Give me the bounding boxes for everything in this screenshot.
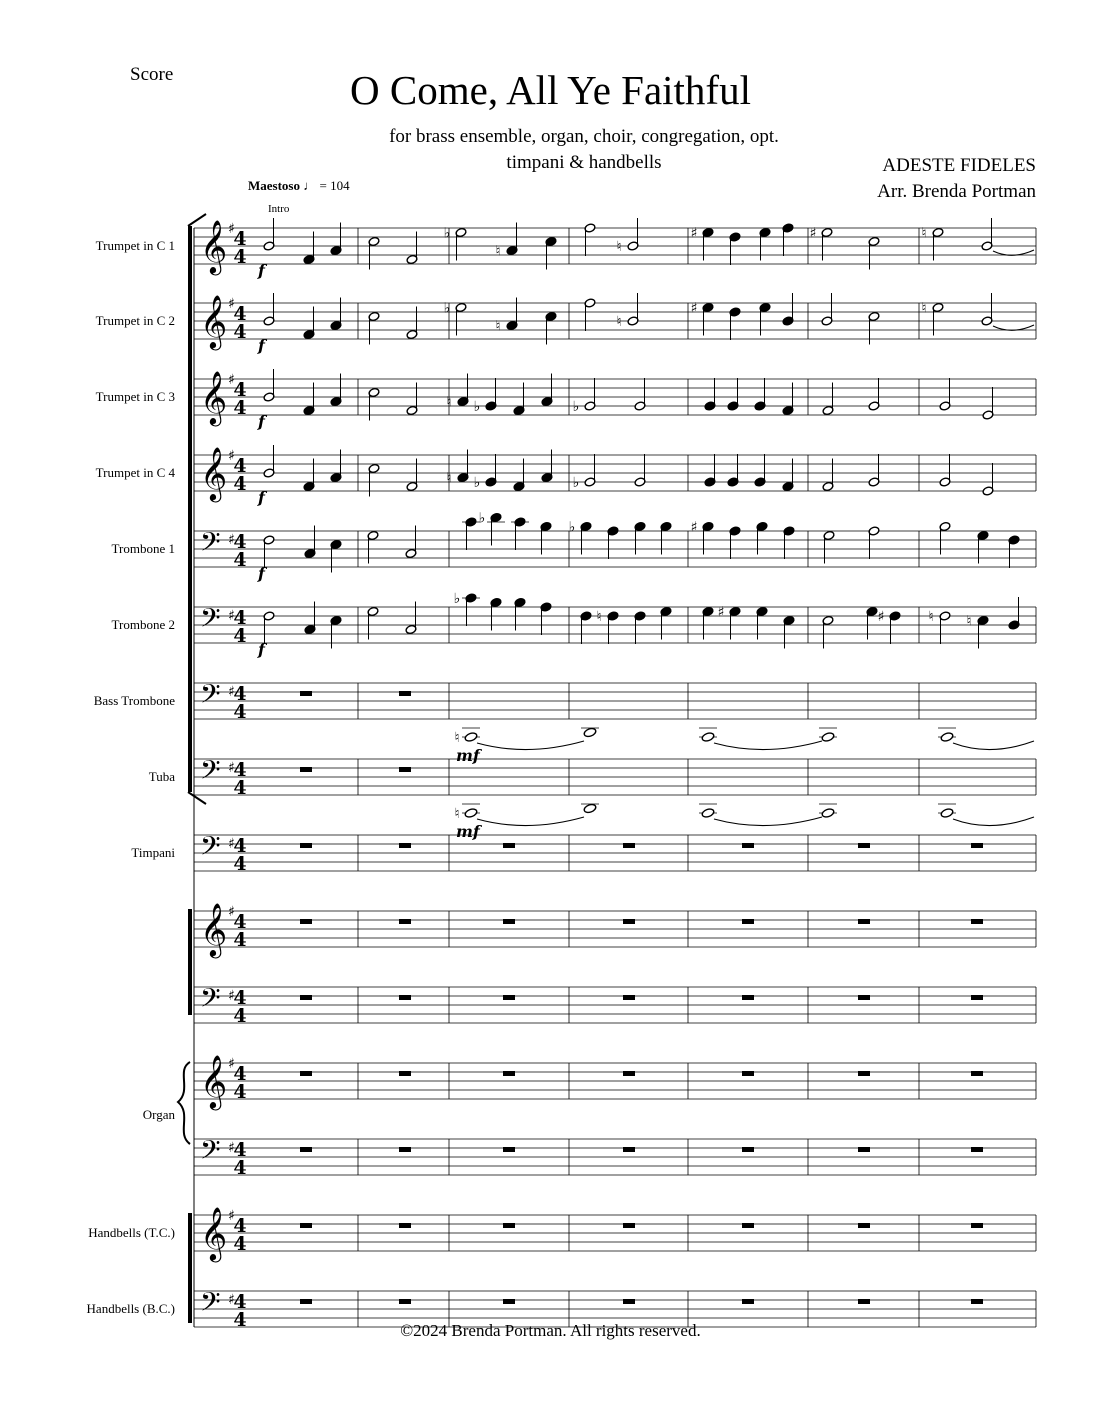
key-signature-sharp-icon: ♯ xyxy=(228,1056,235,1072)
flat-icon: ♭ xyxy=(473,475,481,491)
dynamic-marking: mf xyxy=(456,822,480,841)
bass-clef-icon: 𝄢 xyxy=(200,830,221,868)
treble-clef-icon: 𝄞 xyxy=(200,1206,228,1260)
bracket-hook xyxy=(188,792,206,804)
natural-icon: ♮ xyxy=(616,314,622,330)
instrument-label: Tuba xyxy=(148,769,175,784)
key-signature-sharp-icon: ♯ xyxy=(228,221,235,237)
natural-icon: ♮ xyxy=(446,470,452,487)
time-signature-denominator: 4 xyxy=(233,929,247,951)
time-signature-numerator: 4 xyxy=(233,1215,247,1237)
whole-rest-icon xyxy=(971,919,983,924)
time-signature-numerator: 4 xyxy=(233,455,247,477)
natural-icon: ♮ xyxy=(921,225,927,242)
whole-rest-icon xyxy=(971,843,983,848)
dynamic-marking: f xyxy=(258,261,265,280)
tie xyxy=(993,250,1034,255)
flat-icon: ♭ xyxy=(568,519,576,536)
natural-icon: ♮ xyxy=(495,318,501,335)
time-signature-numerator: 4 xyxy=(233,228,247,250)
natural-icon: ♮ xyxy=(928,609,934,625)
whole-note xyxy=(821,808,835,819)
whole-rest-icon xyxy=(300,1071,312,1076)
flat-icon: ♭ xyxy=(572,399,580,415)
instrument-label: Trombone 1 xyxy=(111,541,175,556)
natural-icon: ♮ xyxy=(616,239,622,255)
instrument-label: Bass Trombone xyxy=(93,693,175,708)
whole-rest-icon xyxy=(742,1071,754,1076)
key-signature-sharp-icon: ♯ xyxy=(228,760,235,776)
time-signature-denominator: 4 xyxy=(233,397,247,419)
key-signature-sharp-icon: ♯ xyxy=(228,1292,235,1308)
whole-rest-icon xyxy=(300,1223,312,1228)
whole-rest-icon xyxy=(399,1299,411,1304)
instrument-label: Handbells (T.C.) xyxy=(88,1225,175,1240)
flat-icon: ♭ xyxy=(572,475,580,491)
instrument-label: Organ xyxy=(142,1107,175,1122)
instrument-label: Trumpet in C 4 xyxy=(95,465,175,480)
tie xyxy=(714,817,822,826)
bass-clef-icon: 𝄢 xyxy=(200,982,221,1020)
key-signature-sharp-icon: ♯ xyxy=(228,532,235,548)
treble-clef-icon: 𝄞 xyxy=(200,370,228,424)
sharp-icon: ♯ xyxy=(690,519,698,536)
sharp-icon: ♯ xyxy=(877,609,885,625)
tie xyxy=(477,817,584,826)
time-signature-denominator: 4 xyxy=(233,1081,247,1103)
time-signature-denominator: 4 xyxy=(233,246,247,268)
instrument-label: Trumpet in C 1 xyxy=(95,238,175,253)
whole-rest-icon xyxy=(742,1299,754,1304)
arranger: Arr. Brenda Portman xyxy=(877,181,1036,202)
key-signature-sharp-icon: ♯ xyxy=(228,448,235,464)
treble-clef-icon: 𝄞 xyxy=(200,1054,228,1108)
flat-icon: ♭ xyxy=(443,225,451,242)
flat-icon: ♭ xyxy=(443,300,451,317)
time-signature-numerator: 4 xyxy=(233,759,247,781)
whole-rest-icon xyxy=(742,919,754,924)
flat-icon: ♭ xyxy=(478,510,486,527)
whole-rest-icon xyxy=(971,1223,983,1228)
whole-rest-icon xyxy=(503,1147,515,1152)
whole-rest-icon xyxy=(858,843,870,848)
whole-note xyxy=(821,732,835,743)
flat-icon: ♭ xyxy=(453,591,461,607)
time-signature-numerator: 4 xyxy=(233,987,247,1009)
key-signature-sharp-icon: ♯ xyxy=(228,904,235,920)
instrument-label: Handbells (B.C.) xyxy=(86,1301,175,1316)
whole-note xyxy=(940,808,954,819)
tie xyxy=(953,817,1034,826)
natural-icon: ♮ xyxy=(921,300,927,317)
sharp-icon: ♯ xyxy=(690,225,698,242)
whole-note xyxy=(701,732,715,743)
whole-rest-icon xyxy=(858,1223,870,1228)
whole-note xyxy=(583,803,597,814)
whole-note xyxy=(464,808,478,819)
whole-rest-icon xyxy=(503,995,515,1000)
subtitle: for brass ensemble, organ, choir, congregation, opt. timpani & handbells xyxy=(389,126,779,173)
whole-rest-icon xyxy=(742,843,754,848)
instrument-label: Timpani xyxy=(131,845,175,860)
whole-rest-icon xyxy=(300,1147,312,1152)
time-signature-denominator: 4 xyxy=(233,473,247,495)
treble-clef-icon: 𝄞 xyxy=(200,446,228,500)
time-signature-denominator: 4 xyxy=(233,853,247,875)
whole-rest-icon xyxy=(300,1299,312,1304)
key-signature-sharp-icon: ♯ xyxy=(228,1140,235,1156)
whole-note xyxy=(464,732,478,743)
section-label: Intro xyxy=(268,203,290,215)
treble-clef-icon: 𝄞 xyxy=(200,902,228,956)
tune-name: ADESTE FIDELES xyxy=(882,155,1036,176)
instrument-label: Trumpet in C 3 xyxy=(95,389,175,404)
instrument-label: Trombone 2 xyxy=(111,617,175,632)
dynamic-marking: mf xyxy=(456,746,480,765)
time-signature-denominator: 4 xyxy=(233,1157,247,1179)
time-signature-denominator: 4 xyxy=(233,625,247,647)
whole-rest-icon xyxy=(858,919,870,924)
whole-rest-icon xyxy=(971,995,983,1000)
tempo-bpm: = 104 xyxy=(319,178,350,193)
whole-rest-icon xyxy=(623,919,635,924)
whole-rest-icon xyxy=(503,1299,515,1304)
instrument-label: Trumpet in C 2 xyxy=(95,313,175,328)
organ-brace xyxy=(178,1062,190,1144)
whole-rest-icon xyxy=(399,919,411,924)
whole-rest-icon xyxy=(623,1299,635,1304)
dynamic-marking: f xyxy=(258,336,265,355)
whole-rest-icon xyxy=(623,1223,635,1228)
treble-clef-icon: 𝄞 xyxy=(200,294,228,348)
whole-rest-icon xyxy=(503,1071,515,1076)
whole-rest-icon xyxy=(300,691,312,696)
whole-rest-icon xyxy=(503,919,515,924)
bass-clef-icon: 𝄢 xyxy=(200,526,221,564)
key-signature-sharp-icon: ♯ xyxy=(228,1208,235,1224)
key-signature-sharp-icon: ♯ xyxy=(228,836,235,852)
whole-rest-icon xyxy=(399,995,411,1000)
whole-rest-icon xyxy=(399,1071,411,1076)
dynamic-marking: f xyxy=(258,640,265,659)
time-signature-numerator: 4 xyxy=(233,683,247,705)
whole-rest-icon xyxy=(971,1299,983,1304)
tie xyxy=(953,741,1034,750)
bass-clef-icon: 𝄢 xyxy=(200,1134,221,1172)
tie xyxy=(714,741,822,750)
sharp-icon: ♯ xyxy=(809,225,817,242)
time-signature-denominator: 4 xyxy=(233,1309,247,1331)
copyright: ©2024 Brenda Portman. All rights reserved. xyxy=(400,1321,701,1340)
dynamic-marking: f xyxy=(258,564,265,583)
bass-clef-icon: 𝄢 xyxy=(200,602,221,640)
whole-rest-icon xyxy=(300,843,312,848)
whole-rest-icon xyxy=(399,691,411,696)
treble-clef-icon: 𝄞 xyxy=(200,219,228,273)
quarter-note-icon: ♩ xyxy=(303,178,317,193)
tempo-text: Maestoso xyxy=(248,178,300,193)
time-signature-denominator: 4 xyxy=(233,1005,247,1027)
whole-rest-icon xyxy=(971,1147,983,1152)
time-signature-denominator: 4 xyxy=(233,777,247,799)
tie xyxy=(477,741,584,750)
whole-note xyxy=(583,727,597,738)
whole-rest-icon xyxy=(399,843,411,848)
whole-rest-icon xyxy=(503,843,515,848)
whole-rest-icon xyxy=(623,995,635,1000)
time-signature-numerator: 4 xyxy=(233,607,247,629)
whole-rest-icon xyxy=(399,1223,411,1228)
key-signature-sharp-icon: ♯ xyxy=(228,608,235,624)
whole-rest-icon xyxy=(971,1071,983,1076)
natural-icon: ♮ xyxy=(454,806,460,822)
whole-rest-icon xyxy=(858,995,870,1000)
natural-icon: ♮ xyxy=(495,243,501,260)
bass-clef-icon: 𝄢 xyxy=(200,678,221,716)
whole-rest-icon xyxy=(858,1147,870,1152)
bass-clef-icon: 𝄢 xyxy=(200,1286,221,1324)
flat-icon: ♭ xyxy=(473,399,481,415)
sharp-icon: ♯ xyxy=(690,300,698,317)
natural-icon: ♮ xyxy=(446,394,452,411)
whole-rest-icon xyxy=(503,1223,515,1228)
whole-rest-icon xyxy=(300,995,312,1000)
choir-bracket xyxy=(188,909,192,1015)
score-label: Score xyxy=(130,64,174,85)
time-signature-numerator: 4 xyxy=(233,1291,247,1313)
bass-clef-icon: 𝄢 xyxy=(200,754,221,792)
whole-note xyxy=(701,808,715,819)
key-signature-sharp-icon: ♯ xyxy=(228,684,235,700)
time-signature-numerator: 4 xyxy=(233,1063,247,1085)
page-title: O Come, All Ye Faithful xyxy=(350,67,751,113)
whole-note xyxy=(940,732,954,743)
whole-rest-icon xyxy=(742,1147,754,1152)
dynamic-marking: f xyxy=(258,412,265,431)
whole-rest-icon xyxy=(858,1299,870,1304)
whole-rest-icon xyxy=(300,767,312,772)
time-signature-numerator: 4 xyxy=(233,1139,247,1161)
whole-rest-icon xyxy=(399,1147,411,1152)
whole-rest-icon xyxy=(623,1147,635,1152)
handbells-bracket xyxy=(188,1213,192,1323)
whole-rest-icon xyxy=(742,1223,754,1228)
whole-rest-icon xyxy=(300,919,312,924)
time-signature-numerator: 4 xyxy=(233,835,247,857)
time-signature-numerator: 4 xyxy=(233,379,247,401)
whole-rest-icon xyxy=(399,767,411,772)
whole-rest-icon xyxy=(623,843,635,848)
sharp-icon: ♯ xyxy=(717,604,725,621)
whole-rest-icon xyxy=(742,995,754,1000)
time-signature-denominator: 4 xyxy=(233,321,247,343)
whole-rest-icon xyxy=(623,1071,635,1076)
natural-icon: ♮ xyxy=(454,730,460,746)
time-signature-denominator: 4 xyxy=(233,1233,247,1255)
natural-icon: ♮ xyxy=(966,613,972,630)
time-signature-numerator: 4 xyxy=(233,303,247,325)
tie xyxy=(993,325,1034,330)
key-signature-sharp-icon: ♯ xyxy=(228,988,235,1004)
time-signature-denominator: 4 xyxy=(233,549,247,571)
time-signature-numerator: 4 xyxy=(233,911,247,933)
key-signature-sharp-icon: ♯ xyxy=(228,372,235,388)
brass-bracket xyxy=(188,226,192,792)
whole-rest-icon xyxy=(858,1071,870,1076)
dynamic-marking: f xyxy=(258,488,265,507)
time-signature-denominator: 4 xyxy=(233,701,247,723)
natural-icon: ♮ xyxy=(596,609,602,625)
time-signature-numerator: 4 xyxy=(233,531,247,553)
key-signature-sharp-icon: ♯ xyxy=(228,296,235,312)
